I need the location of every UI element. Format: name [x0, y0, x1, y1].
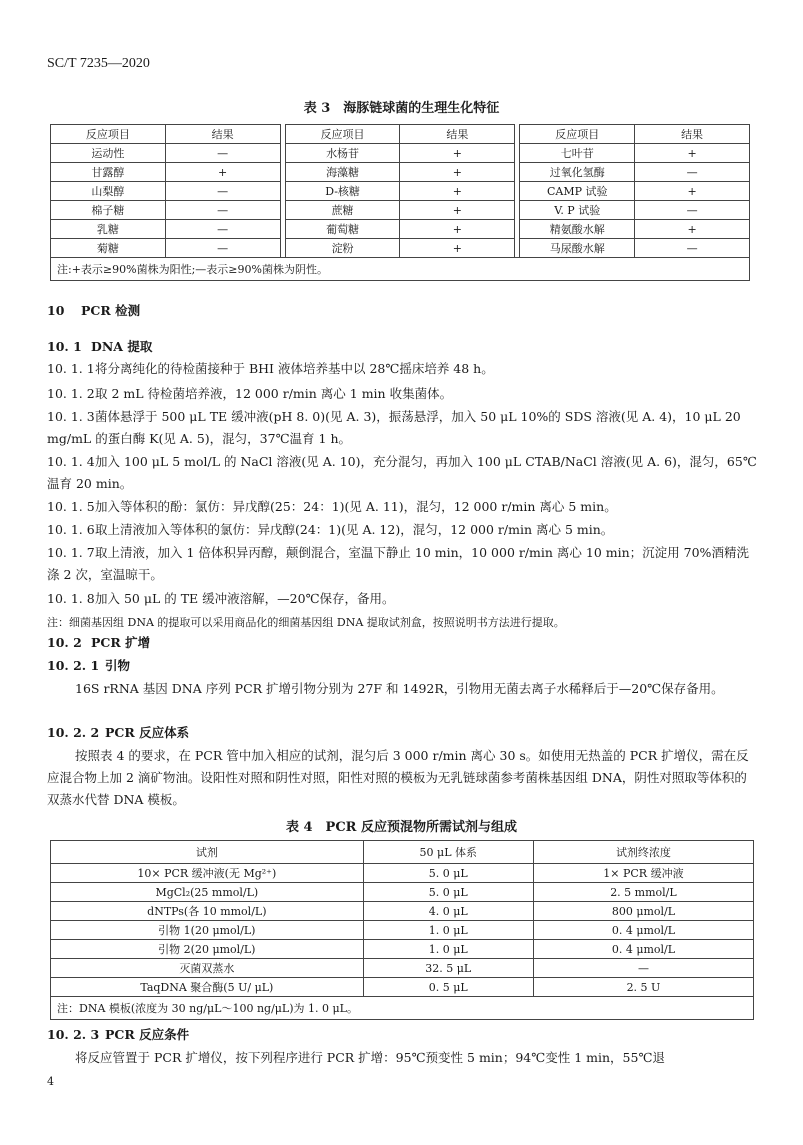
- table3-cell: +: [400, 239, 515, 258]
- table3-cell: 七叶苷: [520, 144, 635, 163]
- paragraph-10-1-2: [47, 383, 759, 405]
- table3-row: [51, 144, 750, 163]
- table3-cell: 菊糖: [51, 239, 166, 258]
- clause-text: 加入 100 μL 5 mol/L 的 NaCl 溶液(见 A. 10)，充分混匀，再加入 100 μL CTAB/NaCl 溶液(见 A. 6)，混匀，65℃温育 20 min。: [47, 454, 757, 491]
- clause-number: 10. 1. 1: [47, 361, 95, 376]
- clause-number: 10. 1. 4: [47, 454, 95, 469]
- table4-header-cell: 50 μL 体系: [363, 841, 533, 864]
- paragraph-10-2-2: 按照表 4 的要求，在 PCR 管中加入相应的试剂，混匀后 3 000 r/min 离心 30 s。如使用无热盖的 PCR 扩增仪，需在反应混合物上加 2 滴矿物油。设阳性对照和阴性对照，阳性对照的模板为无乳链球菌参考菌株基因组 DNA，阴性对照取等体积的双蒸水代替 DNA 模板。: [47, 748, 749, 807]
- table3-row: [51, 163, 750, 182]
- paragraph-10-1-3: [47, 406, 759, 450]
- section-title: 引物: [105, 658, 131, 673]
- table3-cell: —: [635, 163, 750, 182]
- table4-cell: 2. 5 U: [533, 978, 753, 997]
- table4-row: [51, 864, 754, 883]
- section-10-2-1-heading: [47, 655, 759, 677]
- table4-row: [51, 921, 754, 940]
- table4-cell: 32. 5 μL: [363, 959, 533, 978]
- table3-cell: 山梨醇: [51, 182, 166, 201]
- section-number: 10. 2. 3: [47, 1027, 100, 1042]
- table4-row: [51, 959, 754, 978]
- clause-number: 10. 1. 5: [47, 499, 95, 514]
- section-title: DNA 提取: [91, 339, 153, 354]
- table4-cell: 4. 0 μL: [363, 902, 533, 921]
- table3-cell: +: [165, 163, 280, 182]
- section-number: 10. 2: [47, 635, 82, 650]
- table4-cell: 5. 0 μL: [363, 883, 533, 902]
- table3-cell: —: [165, 201, 280, 220]
- table3-header-cell: 结果: [400, 125, 515, 144]
- table3-cell: 精氨酸水解: [520, 220, 635, 239]
- table3-cell: 运动性: [51, 144, 166, 163]
- table4-header-cell: 试剂: [51, 841, 364, 864]
- section-10-1-heading: [47, 336, 759, 358]
- section-number: 10. 1: [47, 339, 82, 354]
- table4-cell: 1× PCR 缓冲液: [533, 864, 753, 883]
- table3-header-cell: 结果: [165, 125, 280, 144]
- clause-text: 将分离纯化的待检菌接种于 BHI 液体培养基中以 28℃摇床培养 48 h。: [95, 361, 494, 376]
- table4-cell: 0. 4 μmol/L: [533, 940, 753, 959]
- table3-cell: —: [165, 182, 280, 201]
- table4-cell: 800 μmol/L: [533, 902, 753, 921]
- table4-cell: 灭菌双蒸水: [51, 959, 364, 978]
- table3-cell: +: [400, 220, 515, 239]
- table3-cell: D-核糖: [285, 182, 400, 201]
- table4-cell: 引物 1(20 μmol/L): [51, 921, 364, 940]
- table3-header-cell: 反应项目: [51, 125, 166, 144]
- table3-cell: —: [635, 239, 750, 258]
- paragraph-10-1-4: [47, 451, 759, 495]
- table3-note: 注:+表示≥90%菌株为阳性;—表示≥90%菌株为阴性。: [51, 258, 750, 281]
- section-title: PCR 反应条件: [105, 1027, 190, 1042]
- page-number: 4: [47, 1075, 54, 1088]
- paragraph-10-1-6: [47, 519, 759, 541]
- clause-text: 取上清液，加入 1 倍体积异丙醇，颠倒混合，室温下静止 10 min，10 000 r/min 离心 10 min；沉淀用 70%酒精洗涤 2 次，室温晾干。: [47, 545, 749, 582]
- table4-cell: 10× PCR 缓冲液(无 Mg²⁺): [51, 864, 364, 883]
- clause-text: 加入 50 μL 的 TE 缓冲液溶解，—20℃保存，备用。: [95, 591, 395, 606]
- table4: [50, 840, 754, 1020]
- standard-code: SC/T 7235—2020: [47, 56, 150, 71]
- table4-caption: 表 4 PCR 反应预混物所需试剂与组成: [285, 820, 518, 835]
- table4-cell: 5. 0 μL: [363, 864, 533, 883]
- paragraph-10-1-1: [47, 358, 759, 380]
- clause-number: 10. 1. 8: [47, 591, 95, 606]
- table3-cell: +: [400, 182, 515, 201]
- table3-header-cell: 反应项目: [285, 125, 400, 144]
- clause-number: 10. 1. 6: [47, 522, 95, 537]
- table3-cell: 马尿酸水解: [520, 239, 635, 258]
- table3-cell: 甘露醇: [51, 163, 166, 182]
- table4-header-cell: 试剂终浓度: [533, 841, 753, 864]
- table3-caption: 表 3 海豚链球菌的生理生化特征: [303, 101, 500, 116]
- table3-cell: +: [635, 220, 750, 239]
- table3-cell: +: [635, 144, 750, 163]
- table3-cell: 蔗糖: [285, 201, 400, 220]
- clause-text: 取上清液加入等体积的氯仿：异戊醇(24：1)(见 A. 12)，混匀，12 000 r/min 离心 5 min。: [95, 522, 614, 537]
- table3-cell: +: [400, 201, 515, 220]
- table4-cell: dNTPs(各 10 mmol/L): [51, 902, 364, 921]
- table3-header-row: [51, 125, 750, 144]
- section-10-2-3-heading: [47, 1024, 759, 1046]
- table4-row: [51, 940, 754, 959]
- section-number: 10. 2. 2: [47, 725, 100, 740]
- table4-cell: 2. 5 mmol/L: [533, 883, 753, 902]
- table4-cell: 引物 2(20 μmol/L): [51, 940, 364, 959]
- table3-cell: +: [400, 144, 515, 163]
- table3-cell: 海藻糖: [285, 163, 400, 182]
- table3-cell: 过氧化氢酶: [520, 163, 635, 182]
- section-title: PCR 检测: [81, 303, 141, 318]
- table4-cell: 1. 0 μL: [363, 940, 533, 959]
- table4-note: 注：DNA 模板(浓度为 30 ng/μL～100 ng/μL)为 1. 0 μL。: [51, 997, 754, 1020]
- table4-row: [51, 902, 754, 921]
- table3-cell: V. P 试验: [520, 201, 635, 220]
- table4-cell: 1. 0 μL: [363, 921, 533, 940]
- section-number: 10. 2. 1: [47, 658, 100, 673]
- section-title: PCR 扩增: [91, 635, 151, 650]
- table3-cell: +: [635, 182, 750, 201]
- section-10-heading: [47, 300, 759, 322]
- paragraph-10-1-5: [47, 496, 759, 518]
- table3-row: [51, 182, 750, 201]
- note-dna-extraction: 注：细菌基因组 DNA 的提取可以采用商品化的细菌基因组 DNA 提取试剂盒，按照说明书方法进行提取。: [47, 616, 565, 629]
- table3-cell: 水杨苷: [285, 144, 400, 163]
- paragraph-10-1-8: [47, 588, 759, 610]
- table4-row: [51, 883, 754, 902]
- table4-cell: 0. 4 μmol/L: [533, 921, 753, 940]
- table4-cell: —: [533, 959, 753, 978]
- table3-header-cell: 结果: [635, 125, 750, 144]
- section-number: 10: [47, 303, 65, 318]
- table3-cell: CAMP 试验: [520, 182, 635, 201]
- table4-cell: 0. 5 μL: [363, 978, 533, 997]
- clause-text: 菌体悬浮于 500 μL TE 缓冲液(pH 8. 0)(见 A. 3)，振荡悬浮，加入 50 μL 10%的 SDS 溶液(见 A. 4)，10 μL 20 mg/mL 的蛋白酶 K(见 A. 5)，混匀，37℃温育 1 h。: [47, 409, 741, 446]
- paragraph-10-2-1: 16S rRNA 基因 DNA 序列 PCR 扩增引物分别为 27F 和 1492R，引物用无菌去离子水稀释后于—20℃保存备用。: [75, 681, 724, 696]
- table4-row: [51, 978, 754, 997]
- clause-number: 10. 1. 2: [47, 386, 95, 401]
- clause-number: 10. 1. 3: [47, 409, 95, 424]
- paragraph-10-2-3: 将反应管置于 PCR 扩增仪，按下列程序进行 PCR 扩增：95℃预变性 5 min；94℃变性 1 min，55℃退: [75, 1050, 665, 1065]
- table3: [50, 124, 750, 281]
- table3-cell: 乳糖: [51, 220, 166, 239]
- section-10-2-heading: [47, 632, 759, 654]
- table3-cell: 棉子糖: [51, 201, 166, 220]
- table4-header-row: [51, 841, 754, 864]
- section-title: PCR 反应体系: [105, 725, 190, 740]
- table3-row: [51, 201, 750, 220]
- clause-text: 取 2 mL 待检菌培养液，12 000 r/min 离心 1 min 收集菌体。: [95, 386, 453, 401]
- paragraph-10-1-7: [47, 542, 759, 586]
- table3-cell: —: [165, 239, 280, 258]
- table3-row: [51, 239, 750, 258]
- table3-cell: —: [635, 201, 750, 220]
- clause-text: 加入等体积的酚：氯仿：异戊醇(25：24：1)(见 A. 11)，混匀，12 000 r/min 离心 5 min。: [95, 499, 617, 514]
- table3-cell: 葡萄糖: [285, 220, 400, 239]
- table3-row: [51, 220, 750, 239]
- table3-cell: —: [165, 144, 280, 163]
- table4-cell: TaqDNA 聚合酶(5 U/ μL): [51, 978, 364, 997]
- table3-cell: 淀粉: [285, 239, 400, 258]
- table3-cell: —: [165, 220, 280, 239]
- table3-header-cell: 反应项目: [520, 125, 635, 144]
- table3-cell: +: [400, 163, 515, 182]
- clause-number: 10. 1. 7: [47, 545, 95, 560]
- section-10-2-2-heading: [47, 722, 759, 744]
- table4-cell: MgCl₂(25 mmol/L): [51, 883, 364, 902]
